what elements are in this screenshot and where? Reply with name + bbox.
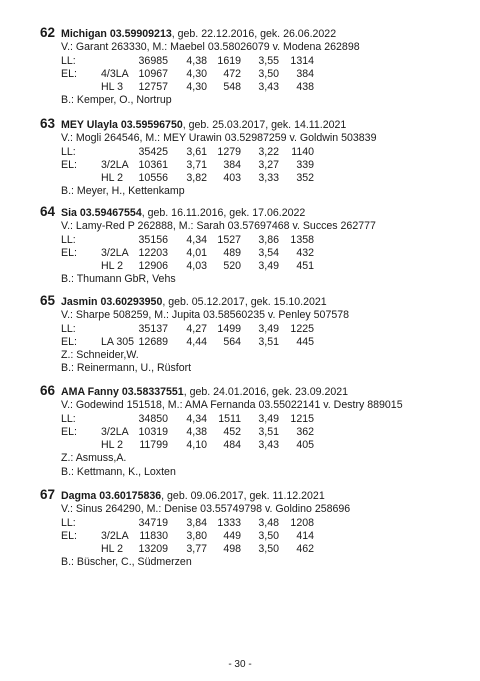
birth-calving-dates: , geb. 22.12.2016, gek. 26.06.2022 [171, 28, 337, 40]
entry-header [40, 294, 460, 309]
protein-percent: 3,49 [258, 322, 279, 335]
pedigree-line: V.: Mogli 264546, M.: MEY Urawin 03.52987259 v. Goldwin 503839 [61, 132, 377, 145]
fat-percent: 4,38 [186, 425, 207, 438]
cow-name: Jasmin [61, 296, 98, 308]
fat-percent: 3,77 [186, 543, 207, 556]
row-sublabel: 3/2LA [101, 158, 129, 171]
entry-header [40, 488, 460, 503]
row-label: LL: [61, 412, 76, 425]
entry-header [40, 26, 460, 41]
milk-kg: 10361 [138, 158, 168, 171]
fat-percent: 3,82 [186, 172, 207, 185]
protein-kg: 1314 [290, 54, 314, 67]
protein-kg: 1225 [290, 322, 314, 335]
fat-kg: 484 [223, 439, 241, 452]
fat-kg: 1511 [218, 412, 241, 425]
milk-kg: 35137 [138, 322, 168, 335]
milk-kg: 12203 [138, 246, 168, 259]
performance-row [40, 68, 460, 81]
registration-number: 03.59596750 [120, 119, 183, 131]
birth-calving-dates: , geb. 05.12.2017, gek. 15.10.2021 [162, 296, 327, 308]
milk-kg: 12689 [138, 335, 168, 348]
entry-number: 62 [40, 25, 56, 40]
milk-kg: 10967 [138, 67, 168, 80]
protein-percent: 3,50 [258, 543, 279, 556]
cow-name: Michigan [61, 28, 107, 40]
fat-kg: 520 [223, 260, 241, 273]
fat-kg: 1279 [217, 145, 241, 158]
protein-percent: 3,43 [258, 81, 279, 94]
performance-row [40, 439, 460, 452]
performance-row [40, 81, 460, 94]
pedigree-line: V.: Sinus 264290, M.: Denise 03.55749798 v. Goldino 258696 [61, 503, 351, 516]
pedigree-line: V.: Garant 263330, M.: Maebel 03.58026079 v. Modena 262898 [61, 41, 360, 54]
fat-percent: 4,30 [186, 67, 207, 80]
owner-line: B.: Meyer, H., Kettenkamp [61, 185, 185, 198]
performance-row [40, 234, 460, 247]
row-label: LL: [61, 145, 76, 158]
breeder-line: Z.: Asmuss,A. [61, 452, 127, 465]
fat-kg: 1527 [217, 233, 241, 246]
cow-name: MEY Ulayla [61, 119, 118, 131]
registration-number: 03.60293950 [100, 296, 163, 308]
protein-kg: 1215 [290, 412, 314, 425]
entry-header [40, 117, 460, 132]
cow-name: Dagma [61, 490, 97, 502]
fat-percent: 3,84 [186, 516, 207, 529]
cow-name: AMA Fanny [61, 386, 119, 398]
row-label: LL: [61, 54, 76, 67]
fat-kg: 449 [223, 529, 241, 542]
milk-kg: 10556 [138, 172, 168, 185]
fat-kg: 1499 [217, 322, 241, 335]
pedigree-line: V.: Sharpe 508259, M.: Jupita 03.58560235 v. Penley 507578 [61, 309, 350, 322]
milk-kg: 11830 [139, 529, 168, 542]
row-sublabel: 4/3LA [101, 67, 129, 80]
fat-kg: 1619 [217, 54, 241, 67]
row-label: EL: [61, 246, 77, 259]
fat-kg: 472 [223, 67, 241, 80]
cow-entry [40, 294, 460, 376]
fat-kg: 489 [223, 246, 241, 259]
fat-kg: 452 [223, 425, 241, 438]
performance-row [40, 413, 460, 426]
row-sublabel: HL 3 [101, 81, 123, 94]
protein-percent: 3,51 [258, 425, 279, 438]
performance-row [40, 517, 460, 530]
row-label: EL: [61, 529, 77, 542]
protein-kg: 352 [296, 172, 314, 185]
birth-calving-dates: , geb. 25.03.2017, gek. 14.11.2021 [182, 119, 347, 131]
milk-kg: 34850 [138, 412, 168, 425]
entry-number: 64 [40, 204, 56, 219]
protein-percent: 3,54 [258, 246, 279, 259]
owner-line: B.: Thumann GbR, Vehs [61, 273, 176, 286]
entry-number: 65 [40, 293, 56, 308]
fat-kg: 1333 [217, 516, 241, 529]
milk-kg: 35156 [138, 233, 168, 246]
pedigree-line: V.: Lamy-Red P 262888, M.: Sarah 03.57697468 v. Succes 262777 [61, 220, 376, 233]
owner-line: B.: Büscher, C., Südmerzen [61, 556, 192, 569]
milk-kg: 13209 [138, 543, 168, 556]
protein-percent: 3,49 [258, 260, 279, 273]
row-label: EL: [61, 425, 77, 438]
protein-kg: 462 [296, 543, 314, 556]
fat-kg: 384 [223, 158, 241, 171]
fat-percent: 4,34 [186, 412, 207, 425]
protein-kg: 445 [296, 335, 314, 348]
cow-entry [40, 117, 460, 199]
protein-percent: 3,48 [258, 516, 279, 529]
protein-kg: 438 [296, 81, 314, 94]
entry-number: 67 [40, 487, 56, 502]
cow-entry [40, 26, 460, 108]
row-sublabel: 3/2LA [101, 246, 129, 259]
protein-percent: 3,49 [258, 412, 279, 425]
milk-kg: 34719 [138, 516, 168, 529]
protein-kg: 339 [296, 158, 314, 171]
registration-number: 03.59467554 [79, 207, 142, 219]
entry-number: 63 [40, 116, 56, 131]
protein-percent: 3,43 [258, 439, 279, 452]
fat-percent: 4,10 [186, 439, 207, 452]
fat-kg: 548 [223, 81, 241, 94]
fat-kg: 498 [223, 543, 241, 556]
cow-entry [40, 384, 460, 479]
row-sublabel: LA 305 [101, 335, 134, 348]
protein-percent: 3,22 [258, 145, 279, 158]
protein-percent: 3,27 [258, 158, 279, 171]
row-label: EL: [61, 158, 77, 171]
registration-number: 03.60175836 [99, 490, 162, 502]
protein-percent: 3,55 [258, 54, 279, 67]
protein-kg: 384 [296, 67, 314, 80]
performance-row [40, 172, 460, 185]
row-label: LL: [61, 322, 76, 335]
protein-percent: 3,33 [258, 172, 279, 185]
protein-kg: 432 [296, 246, 314, 259]
row-sublabel: HL 2 [101, 543, 123, 556]
protein-percent: 3,51 [258, 335, 279, 348]
protein-kg: 414 [296, 529, 314, 542]
fat-percent: 4,44 [186, 335, 207, 348]
protein-kg: 1140 [291, 145, 314, 158]
performance-row [40, 530, 460, 543]
cow-entry [40, 488, 460, 570]
milk-kg: 10319 [138, 425, 168, 438]
protein-kg: 1358 [290, 233, 314, 246]
fat-percent: 4,38 [186, 54, 207, 67]
row-sublabel: 3/2LA [101, 425, 129, 438]
row-label: EL: [61, 335, 77, 348]
milk-kg: 11799 [139, 439, 168, 452]
performance-row [40, 146, 460, 159]
cow-name: Sia [61, 207, 77, 219]
protein-percent: 3,50 [258, 67, 279, 80]
birth-calving-dates: , geb. 09.06.2017, gek. 11.12.2021 [161, 490, 325, 502]
fat-percent: 3,80 [186, 529, 207, 542]
cow-entry [40, 205, 460, 287]
performance-row [40, 323, 460, 336]
protein-kg: 405 [296, 439, 314, 452]
milk-kg: 36985 [138, 54, 168, 67]
performance-row [40, 336, 460, 349]
page-number: - 30 - [228, 659, 252, 670]
owner-line: B.: Kettmann, K., Loxten [61, 465, 176, 478]
protein-percent: 3,86 [258, 233, 279, 246]
entry-number: 66 [40, 383, 56, 398]
birth-calving-dates: , geb. 24.01.2016, gek. 23.09.2021 [183, 386, 349, 398]
performance-row [40, 159, 460, 172]
row-sublabel: HL 2 [101, 439, 123, 452]
protein-percent: 3,50 [258, 529, 279, 542]
fat-kg: 564 [223, 335, 241, 348]
fat-percent: 3,71 [186, 158, 207, 171]
entry-header [40, 384, 460, 399]
row-label: LL: [61, 233, 76, 246]
fat-percent: 4,03 [186, 260, 207, 273]
milk-kg: 12906 [138, 260, 168, 273]
protein-kg: 1208 [290, 516, 314, 529]
row-label: EL: [61, 67, 77, 80]
performance-row [40, 426, 460, 439]
protein-kg: 451 [296, 260, 314, 273]
registration-number: 03.59909213 [109, 28, 172, 40]
fat-percent: 4,34 [186, 233, 207, 246]
performance-row [40, 543, 460, 556]
birth-calving-dates: , geb. 16.11.2016, gek. 17.06.2022 [141, 207, 306, 219]
row-sublabel: HL 2 [101, 172, 123, 185]
protein-kg: 362 [296, 425, 314, 438]
row-sublabel: 3/2LA [101, 529, 129, 542]
fat-percent: 4,27 [186, 322, 207, 335]
fat-percent: 3,61 [186, 145, 207, 158]
owner-line: B.: Kemper, O., Nortrup [61, 94, 172, 107]
performance-row [40, 247, 460, 260]
owner-line: B.: Reinermann, U., Rüsfort [61, 362, 192, 375]
fat-percent: 4,30 [186, 81, 207, 94]
breeder-line: Z.: Schneider,W. [61, 349, 139, 362]
row-sublabel: HL 2 [101, 260, 123, 273]
entry-header [40, 205, 460, 220]
pedigree-line: V.: Godewind 151518, M.: AMA Fernanda 03.55022141 v. Destry 889015 [61, 399, 403, 412]
performance-row [40, 55, 460, 68]
registration-number: 03.58337551 [121, 386, 184, 398]
fat-percent: 4,01 [186, 246, 207, 259]
milk-kg: 12757 [138, 81, 168, 94]
milk-kg: 35425 [138, 145, 168, 158]
performance-row [40, 260, 460, 273]
fat-kg: 403 [223, 172, 241, 185]
row-label: LL: [61, 516, 76, 529]
